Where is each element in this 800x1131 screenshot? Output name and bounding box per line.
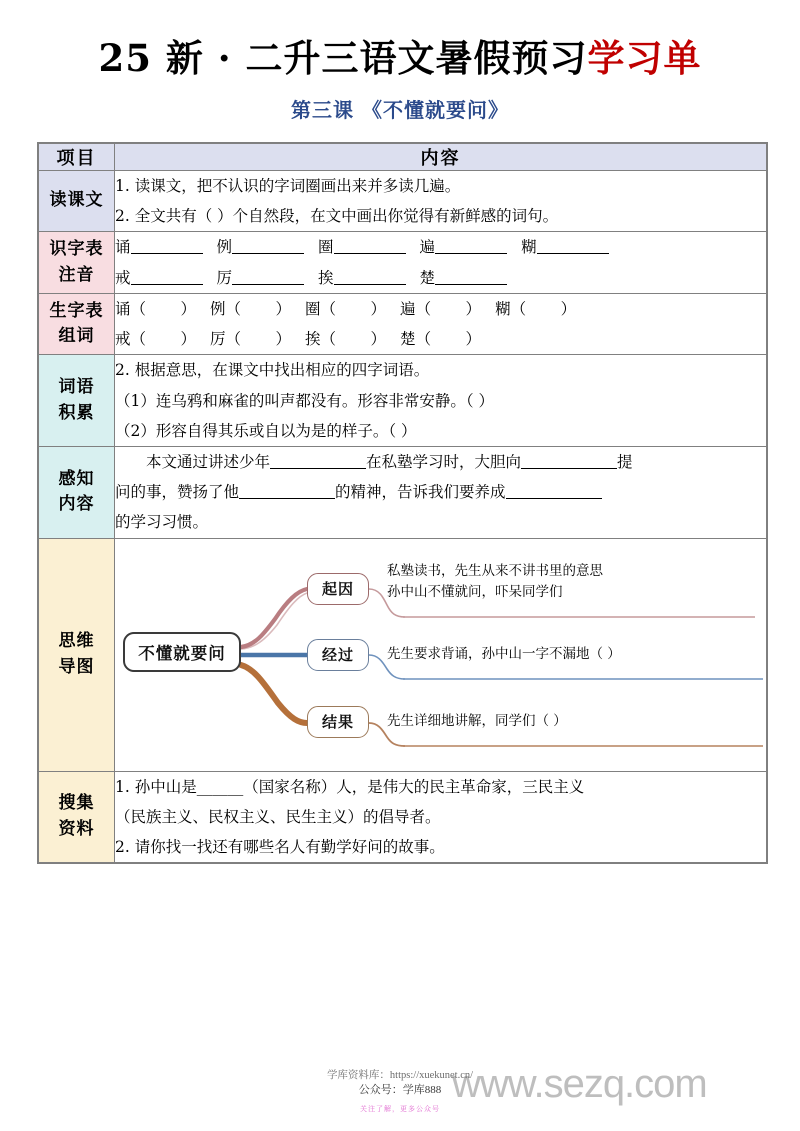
row-label-line: 搜集 — [58, 793, 95, 814]
header-cell-content: 内容 — [115, 144, 767, 171]
mindmap-text-cause — [387, 561, 603, 603]
table-row — [39, 171, 767, 232]
title-black-part: 25 新 · 二升三语文暑假预习 — [98, 36, 588, 80]
worksheet-table — [37, 142, 768, 864]
row-content-word-build — [115, 293, 767, 354]
pinyin-item — [115, 232, 203, 262]
comprehension-line-3: 的学习习惯。 — [115, 513, 209, 532]
row-label-line: 感知 — [58, 468, 95, 489]
research-line-2: （民族主义、民权主义、民生主义）的倡导者。 — [115, 807, 441, 826]
research-line-1[interactable]: 1. 孙中山是______（国家名称）人，是伟大的民主革命家，三民主义 — [115, 777, 585, 796]
read-text-line-1: 1. 读课文，把不认识的字词圈画出来并多读几遍。 — [115, 177, 461, 195]
title-block — [0, 0, 800, 123]
word-build-char: 糊 — [495, 299, 511, 318]
row-label-line: 词语 — [58, 377, 95, 398]
vocab-line-2[interactable]: （1）连乌鸦和麻雀的叫声都没有。形容非常安静。（ ） — [115, 391, 495, 410]
header-cell-item: 项目 — [39, 144, 115, 171]
pinyin-blank[interactable] — [232, 269, 304, 285]
word-build-item[interactable]: 遍（ ） — [400, 299, 482, 318]
word-build-char: 例 — [210, 299, 226, 318]
footer-tiny-note: 关注了解，更多公众号 — [360, 1105, 440, 1113]
word-build-row-2 — [115, 324, 766, 354]
table-row — [39, 232, 767, 293]
word-build-char: 圈 — [305, 299, 321, 318]
row-label-line: 资料 — [58, 818, 95, 839]
word-build-char: 戒 — [115, 330, 131, 349]
footer — [0, 1068, 800, 1099]
row-content-vocab — [115, 355, 767, 447]
row-label-line: 导图 — [58, 656, 95, 677]
comprehension-text: 在私塾学习时，大胆向 — [366, 452, 522, 471]
word-build-item[interactable]: 圈（ ） — [305, 299, 387, 318]
row-label-line: 生字表 — [49, 300, 104, 321]
pinyin-blank[interactable] — [334, 269, 406, 285]
title-red-part: 学习单 — [587, 36, 702, 80]
word-build-item[interactable]: 厉（ ） — [210, 330, 292, 349]
word-build-row-1 — [115, 294, 766, 324]
pinyin-char: 诵 — [115, 238, 131, 257]
row-content-read-text — [115, 171, 767, 232]
mindmap-text-cause-line1: 私塾读书，先生从来不讲书里的意思 — [387, 562, 603, 579]
mindmap-center-node[interactable]: 不懂就要问 — [123, 632, 241, 672]
pinyin-item — [521, 232, 609, 262]
word-build-char: 诵 — [115, 299, 131, 318]
row-label-word-build — [39, 293, 115, 354]
mindmap-text-result-line1: 先生详细地讲解，同学们（ ） — [387, 712, 567, 729]
comprehension-blank[interactable] — [506, 484, 602, 500]
connector-result — [241, 665, 307, 723]
pinyin-item — [318, 263, 406, 293]
pinyin-row-2 — [115, 263, 766, 293]
word-build-char: 挨 — [305, 330, 321, 349]
row-label-line: 注音 — [58, 264, 95, 285]
mindmap-text-result[interactable] — [387, 711, 567, 732]
comprehension-text: 提 — [617, 452, 633, 471]
vocab-line-1: 2. 根据意思，在课文中找出相应的四字词语。 — [115, 361, 430, 380]
mindmap-branch-result[interactable]: 结果 — [307, 706, 369, 738]
row-content-mindmap — [115, 538, 767, 771]
row-content-research — [115, 771, 767, 863]
word-build-item[interactable]: 诵（ ） — [115, 299, 197, 318]
row-label-line: 思维 — [58, 631, 95, 652]
connector-cause — [241, 589, 307, 647]
vocab-line-3[interactable]: （2）形容自得其乐或自以为是的样子。（ ） — [115, 421, 417, 440]
pinyin-char: 例 — [216, 238, 233, 257]
mindmap-branch-process[interactable]: 经过 — [307, 639, 369, 671]
site-watermark: www.sezq.com — [452, 1062, 707, 1106]
mindmap-branch-cause[interactable]: 起因 — [307, 573, 369, 605]
row-label-research — [39, 771, 115, 863]
word-build-item[interactable]: 挨（ ） — [305, 330, 387, 349]
page-title — [0, 36, 800, 80]
footer-line-2: 公众号：学库888 — [358, 1084, 442, 1097]
row-label-read-text — [39, 171, 115, 232]
pinyin-char: 楚 — [419, 268, 436, 287]
pinyin-row-1 — [115, 232, 766, 262]
word-build-char: 楚 — [400, 330, 416, 349]
row-label-comprehension — [39, 446, 115, 538]
pinyin-item — [318, 232, 406, 262]
pinyin-char: 戒 — [115, 268, 131, 287]
footer-line-1: 学库资料库：https://xuekunet.cn/ — [326, 1070, 474, 1081]
research-line-3: 2. 请你找一找还有哪些名人有勤学好问的故事。 — [115, 838, 445, 857]
table-row — [39, 355, 767, 447]
mindmap-text-process[interactable] — [387, 644, 621, 665]
row-label-line: 内容 — [58, 494, 95, 515]
row-label-line: 积累 — [58, 402, 95, 423]
comprehension-text: 的精神，告诉我们要养成 — [335, 483, 506, 502]
pinyin-char: 糊 — [521, 238, 537, 257]
word-build-char: 遍 — [400, 299, 416, 318]
word-build-item[interactable]: 戒（ ） — [115, 330, 197, 349]
table-header-row — [39, 144, 767, 171]
pinyin-blank[interactable] — [131, 269, 203, 285]
pinyin-item — [217, 232, 305, 262]
row-label-pinyin — [39, 232, 115, 293]
row-label-line: 组词 — [58, 326, 95, 347]
row-label-line: 读课文 — [49, 190, 104, 211]
mindmap-text-cause-line2: 孙中山不懂就问，吓呆同学们 — [387, 583, 563, 600]
table-row — [39, 446, 767, 538]
pinyin-char: 圈 — [318, 238, 334, 257]
pinyin-blank[interactable] — [131, 239, 203, 255]
word-build-item[interactable]: 糊（ ） — [495, 299, 577, 318]
comprehension-line-2 — [115, 477, 766, 507]
comprehension-blank[interactable] — [521, 453, 617, 469]
comprehension-blank[interactable] — [239, 484, 335, 500]
mindmap-canvas — [115, 539, 766, 771]
pinyin-blank[interactable] — [435, 239, 507, 255]
table-row — [39, 538, 767, 771]
mindmap-text-process-line1: 先生要求背诵，孙中山一字不漏地（ ） — [387, 645, 621, 662]
word-build-char: 厉 — [210, 330, 226, 349]
row-label-vocab — [39, 355, 115, 447]
read-text-line-2: 2. 全文共有（ ）个自然段，在文中画出你觉得有新鲜感的词句。 — [115, 207, 559, 226]
comprehension-text: 本文通过讲述少年 — [115, 452, 271, 471]
row-label-mindmap — [39, 538, 115, 771]
row-content-pinyin — [115, 232, 767, 293]
pinyin-char: 厉 — [216, 268, 233, 287]
word-build-item[interactable]: 楚（ ） — [400, 330, 482, 349]
row-label-line: 识字表 — [49, 239, 104, 260]
pinyin-item — [420, 232, 508, 262]
table-row — [39, 771, 767, 863]
comprehension-line-1 — [115, 447, 766, 477]
table-row — [39, 293, 767, 354]
pinyin-blank[interactable] — [334, 239, 406, 255]
pinyin-blank[interactable] — [435, 269, 507, 285]
page-subtitle: 第三课 《不懂就要问》 — [291, 98, 509, 123]
pinyin-item — [217, 263, 305, 293]
comprehension-text: 问的事，赞扬了他 — [115, 483, 240, 502]
pinyin-char: 遍 — [419, 238, 436, 257]
row-content-comprehension — [115, 446, 767, 538]
comprehension-blank[interactable] — [270, 453, 366, 469]
pinyin-blank[interactable] — [537, 239, 609, 255]
pinyin-item — [115, 263, 203, 293]
pinyin-char: 挨 — [318, 268, 334, 287]
pinyin-blank[interactable] — [232, 239, 304, 255]
pinyin-item — [420, 263, 508, 293]
word-build-item[interactable]: 例（ ） — [210, 299, 292, 318]
